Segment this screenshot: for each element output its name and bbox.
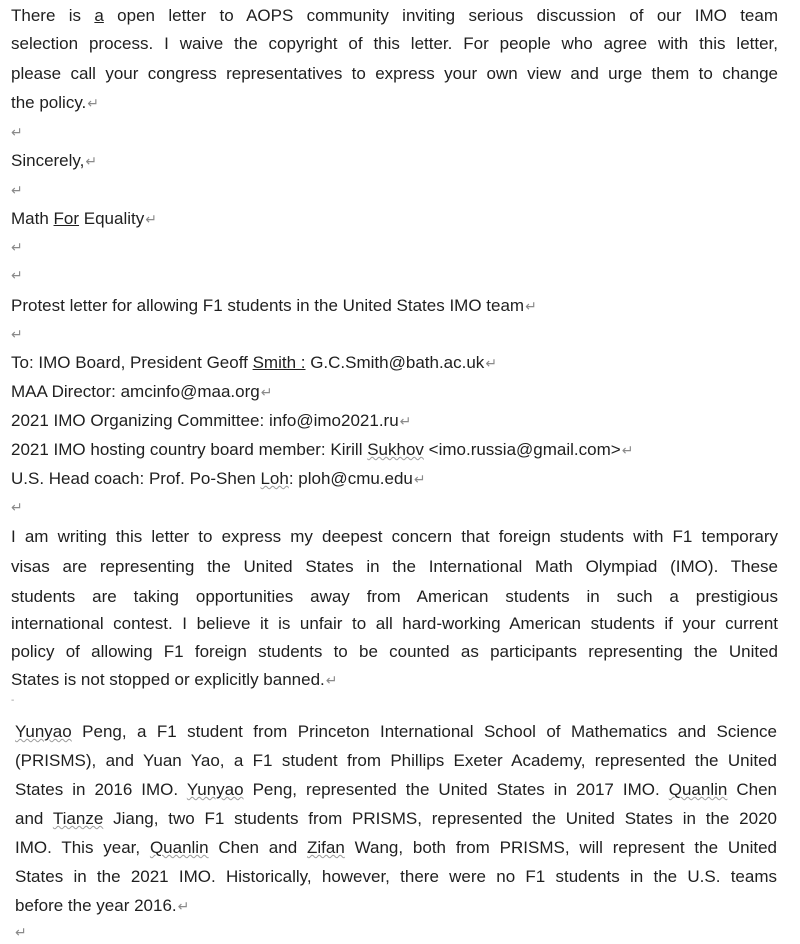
- recipient-head-coach: U.S. Head coach: Prof. Po-Shen Loh: ploh@cmu.edu↵: [11, 469, 426, 488]
- return-mark: ↵: [485, 355, 498, 371]
- intro-line-3: please call your congress representatives to express your own view and urge them to change: [11, 64, 778, 83]
- return-mark: ↵: [11, 326, 23, 342]
- recipient-maa-director: MAA Director: amcinfo@maa.org↵: [11, 382, 273, 401]
- body1-line-4: international contest. I believe it is unfair to all hard-working American students if your current: [11, 614, 778, 633]
- organization-line: Math For Equality↵: [11, 209, 157, 228]
- body2-line-3: States in 2016 IMO. Yunyao Peng, represented the United States in 2017 IMO. Quanlin Chen: [15, 780, 778, 799]
- return-mark: ↵: [11, 124, 23, 140]
- return-mark: ↵: [11, 499, 23, 515]
- body1-line-3: students are taking opportunities away from American students in such a prestigious: [11, 587, 778, 606]
- return-mark: ↵: [621, 442, 634, 458]
- empty-line: [11, 122, 23, 142]
- letter-subject: Protest letter for allowing F1 students in the United States IMO team↵: [11, 296, 537, 315]
- intro-line-4: the policy.↵: [11, 93, 100, 112]
- return-mark: ↵: [177, 898, 190, 914]
- return-mark: ↵: [260, 384, 273, 400]
- return-mark: ↵: [325, 672, 338, 688]
- return-mark: ↵: [413, 471, 426, 487]
- recipient-board-member: 2021 IMO hosting country board member: Kirill Sukhov <imo.russia@gmail.com>↵: [11, 440, 634, 459]
- empty-line: [11, 265, 23, 285]
- return-mark: ↵: [87, 95, 100, 111]
- empty-line: [11, 324, 23, 344]
- body1-line-1: I am writing this letter to express my deepest concern that foreign students with F1 temporary: [11, 527, 778, 546]
- intro-line-2: selection process. I waive the copyright of this letter. For people who agree with this letter,: [11, 34, 778, 53]
- body1-line-6: States is not stopped or explicitly banned.↵: [11, 670, 338, 689]
- return-mark: ↵: [15, 924, 27, 940]
- small-mark: -: [11, 695, 15, 706]
- empty-line: [11, 497, 23, 517]
- body2-line-1: Yunyao Peng, a F1 student from Princeton International School of Mathematics and Science: [15, 722, 777, 741]
- body2-line-6: States in the 2021 IMO. Historically, however, there were no F1 students in the U.S. teams: [15, 867, 777, 886]
- return-mark: ↵: [85, 153, 98, 169]
- empty-line: [15, 922, 27, 942]
- empty-line: [11, 237, 23, 257]
- return-mark: ↵: [11, 239, 23, 255]
- return-mark: ↵: [11, 182, 23, 198]
- empty-line: [11, 180, 23, 200]
- return-mark: ↵: [399, 413, 412, 429]
- recipient-imo-board: To: IMO Board, President Geoff Smith : G.C.Smith@bath.ac.uk↵: [11, 353, 498, 372]
- body1-line-2: visas are representing the United States in the International Math Olympiad (IMO). These: [11, 557, 778, 576]
- body2-line-5: IMO. This year, Quanlin Chen and Zifan Wang, both from PRISMS, will represent the United: [15, 838, 777, 857]
- intro-line-1: There is a open letter to AOPS community inviting serious discussion of our IMO team: [11, 6, 778, 25]
- body2-line-7: before the year 2016.↵: [15, 896, 190, 915]
- body2-line-2: (PRISMS), and Yuan Yao, a F1 student from Phillips Exeter Academy, represented the United: [15, 751, 777, 770]
- recipient-organizing-committee: 2021 IMO Organizing Committee: info@imo2021.ru↵: [11, 411, 412, 430]
- sincerely-line: Sincerely,↵: [11, 151, 98, 170]
- return-mark: ↵: [145, 211, 157, 227]
- return-mark: ↵: [11, 267, 23, 283]
- body1-line-5: policy of allowing F1 foreign students to be counted as participants representing the United: [11, 642, 778, 661]
- body2-line-4: and Tianze Jiang, two F1 students from PRISMS, represented the United States in the 2020: [15, 809, 777, 828]
- return-mark: ↵: [525, 298, 537, 314]
